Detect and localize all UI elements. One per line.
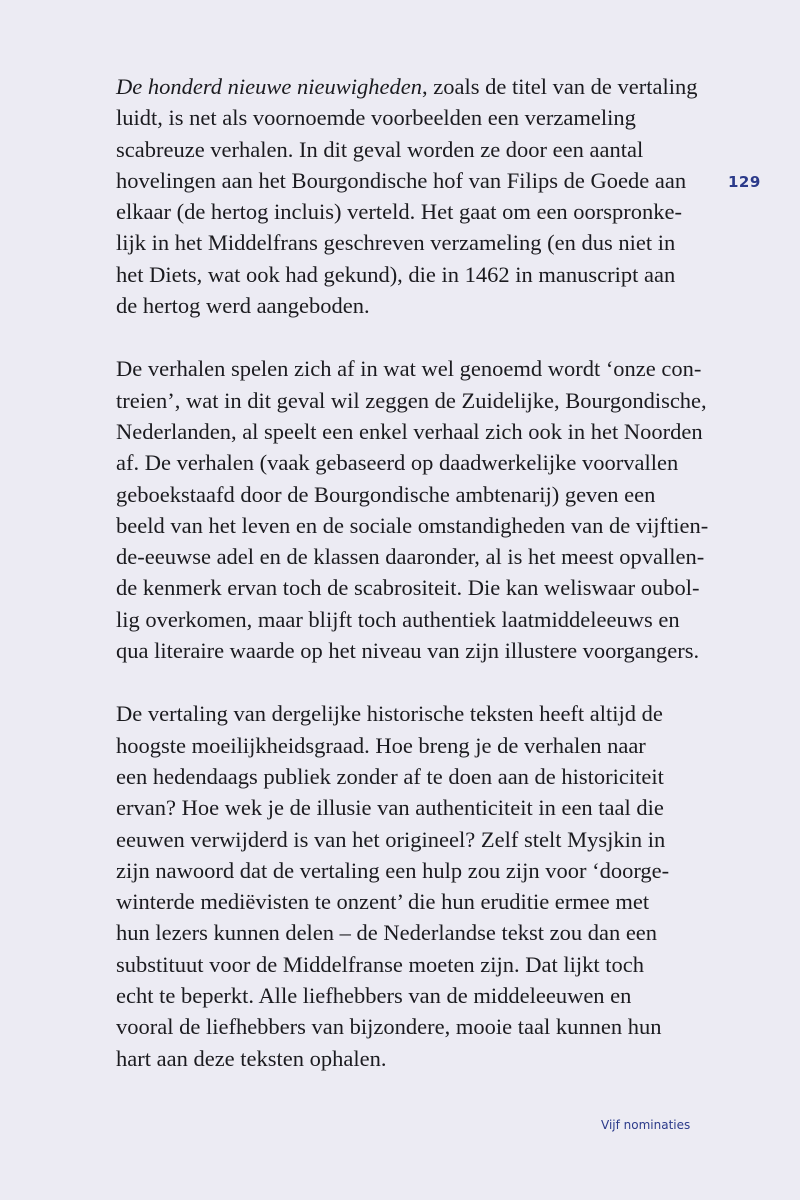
- text-line: elkaar (de hertog incluis) verteld. Het gaat om een oorspronke-: [116, 199, 683, 225]
- text-line: een hedendaags publiek zonder af te doen aan de historiciteit: [116, 763, 664, 789]
- text-line: De honderd nieuwe nieuwigheden, zoals de titel van de vertaling: [116, 74, 698, 99]
- text-line: eeuwen verwijderd is van het origineel? Zelf stelt Mysjkin in: [116, 826, 666, 852]
- text-line: zijn nawoord dat de vertaling een hulp zou zijn voor ‘doorge-: [116, 857, 670, 883]
- text-line: het Diets, wat ook had gekund), die in 1462 in manuscript aan: [116, 261, 676, 287]
- text-line: De vertaling van dergelijke historische teksten heeft altijd de: [116, 701, 663, 727]
- text-line: scabreuze verhalen. In dit geval worden ze door een aantal: [116, 136, 644, 162]
- text-line: substituut voor de Middelfranse moeten zijn. Dat lijkt toch: [116, 951, 645, 977]
- text-line: lig overkomen, maar blijft toch authentiek laatmiddeleeuws en: [116, 606, 680, 632]
- page-number: 129: [728, 173, 761, 191]
- paragraph-1: [116, 71, 696, 321]
- text-line: hoogste moeilijkheidsgraad. Hoe breng je de verhalen naar: [116, 732, 646, 758]
- text-line: ervan? Hoe wek je de illusie van authenticiteit in een taal die: [116, 795, 664, 821]
- text-line: hovelingen aan het Bourgondische hof van Filips de Goede aan: [116, 167, 687, 193]
- text-line: De verhalen spelen zich af in wat wel genoemd wordt ‘onze con-: [116, 356, 702, 382]
- text-line: treien’, wat in dit geval wil zeggen de Zuidelijke, Bourgondische,: [116, 387, 707, 413]
- text-line: hun lezers kunnen delen – de Nederlandse tekst zou dan een: [116, 920, 658, 946]
- text-line: winterde mediëvisten te onzent’ die hun eruditie ermee met: [116, 889, 650, 915]
- text-line: hart aan deze teksten ophalen.: [116, 1045, 387, 1071]
- italic-title: De honderd nieuwe nieuwigheden: [116, 74, 422, 99]
- text-line: echt te beperkt. Alle liefhebbers van de middeleeuwen en: [116, 983, 632, 1009]
- text-line: de kenmerk ervan toch de scabrositeit. Die kan weliswaar oubol-: [116, 575, 700, 601]
- text-line: beeld van het leven en de sociale omstandigheden van de vijftien-: [116, 512, 709, 538]
- text-line: de-eeuwse adel en de klassen daaronder, al is het meest opvallen-: [116, 544, 705, 570]
- text-line: de hertog werd aangeboden.: [116, 293, 370, 319]
- text-line: luidt, is net als voornoemde voorbeelden een verzameling: [116, 105, 636, 131]
- text-line: af. De verhalen (vaak gebaseerd op daadwerkelijke voorvallen: [116, 450, 679, 476]
- paragraph-3: [116, 698, 696, 1074]
- running-footer: Vijf nominaties: [601, 1118, 691, 1132]
- text-line: geboekstaafd door de Bourgondische ambtenarij) geven een: [116, 481, 656, 507]
- text-line: qua literaire waarde op het niveau van zijn illustere voorgangers.: [116, 638, 700, 664]
- paragraph-2: [116, 353, 709, 666]
- body-text: [116, 71, 709, 1106]
- text-line: lijk in het Middelfrans geschreven verzameling (en dus niet in: [116, 230, 676, 256]
- text-line: vooral de liefhebbers van bijzondere, mooie taal kunnen hun: [116, 1014, 662, 1040]
- text-line: Nederlanden, al speelt een enkel verhaal zich ook in het Noorden: [116, 418, 703, 444]
